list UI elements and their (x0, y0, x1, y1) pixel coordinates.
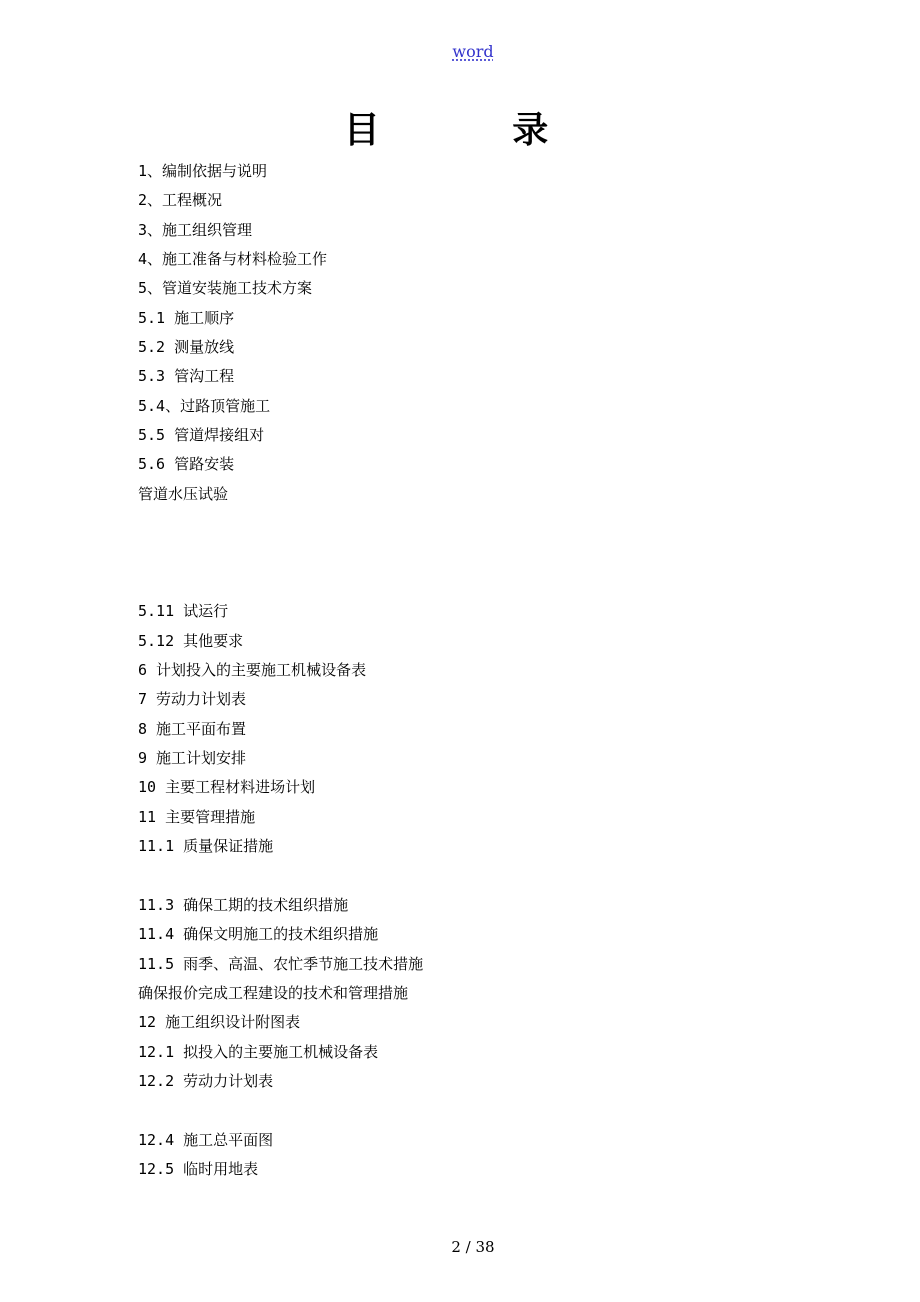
toc-item: 11.5 雨季、高温、农忙季节施工技术措施 (138, 955, 424, 973)
header-word-link[interactable]: word (452, 42, 494, 61)
toc-item: 7 劳动力计划表 (138, 690, 247, 708)
toc-item: 5、管道安装施工技术方案 (138, 279, 313, 297)
toc-item: 5.2 测量放线 (138, 338, 235, 356)
toc-item: 12 施工组织设计附图表 (138, 1013, 301, 1031)
toc-item: 1、编制依据与说明 (138, 162, 268, 180)
toc-item: 12.5 临时用地表 (138, 1160, 259, 1178)
toc-item: 11.3 确保工期的技术组织措施 (138, 896, 349, 914)
toc-item: 5.12 其他要求 (138, 632, 244, 650)
toc-item: 管道水压试验 (138, 485, 229, 503)
toc-item: 4、施工准备与材料检验工作 (138, 250, 328, 268)
toc-item: 5.1 施工顺序 (138, 309, 235, 327)
toc-item: 11 主要管理措施 (138, 808, 256, 826)
toc-item: 5.4、过路顶管施工 (138, 397, 271, 415)
page-title: 目 录 (343, 109, 609, 151)
toc-item: 确保报价完成工程建设的技术和管理措施 (138, 984, 409, 1002)
page-number: 2 / 38 (451, 1238, 495, 1256)
toc-item: 6 计划投入的主要施工机械设备表 (138, 661, 367, 679)
toc-item: 3、施工组织管理 (138, 221, 253, 239)
toc-item: 9 施工计划安排 (138, 749, 247, 767)
toc-item: 11.1 质量保证措施 (138, 837, 274, 855)
toc-item: 12.4 施工总平面图 (138, 1131, 274, 1149)
toc-item: 5.3 管沟工程 (138, 367, 235, 385)
toc-item: 2、工程概况 (138, 191, 223, 209)
toc-item: 5.11 试运行 (138, 602, 229, 620)
toc-item: 12.1 拟投入的主要施工机械设备表 (138, 1043, 379, 1061)
toc-item: 12.2 劳动力计划表 (138, 1072, 274, 1090)
toc-item: 10 主要工程材料进场计划 (138, 778, 316, 796)
toc-item: 11.4 确保文明施工的技术组织措施 (138, 925, 379, 943)
toc-item: 8 施工平面布置 (138, 720, 247, 738)
toc-item: 5.5 管道焊接组对 (138, 426, 265, 444)
toc-item: 5.6 管路安装 (138, 455, 235, 473)
